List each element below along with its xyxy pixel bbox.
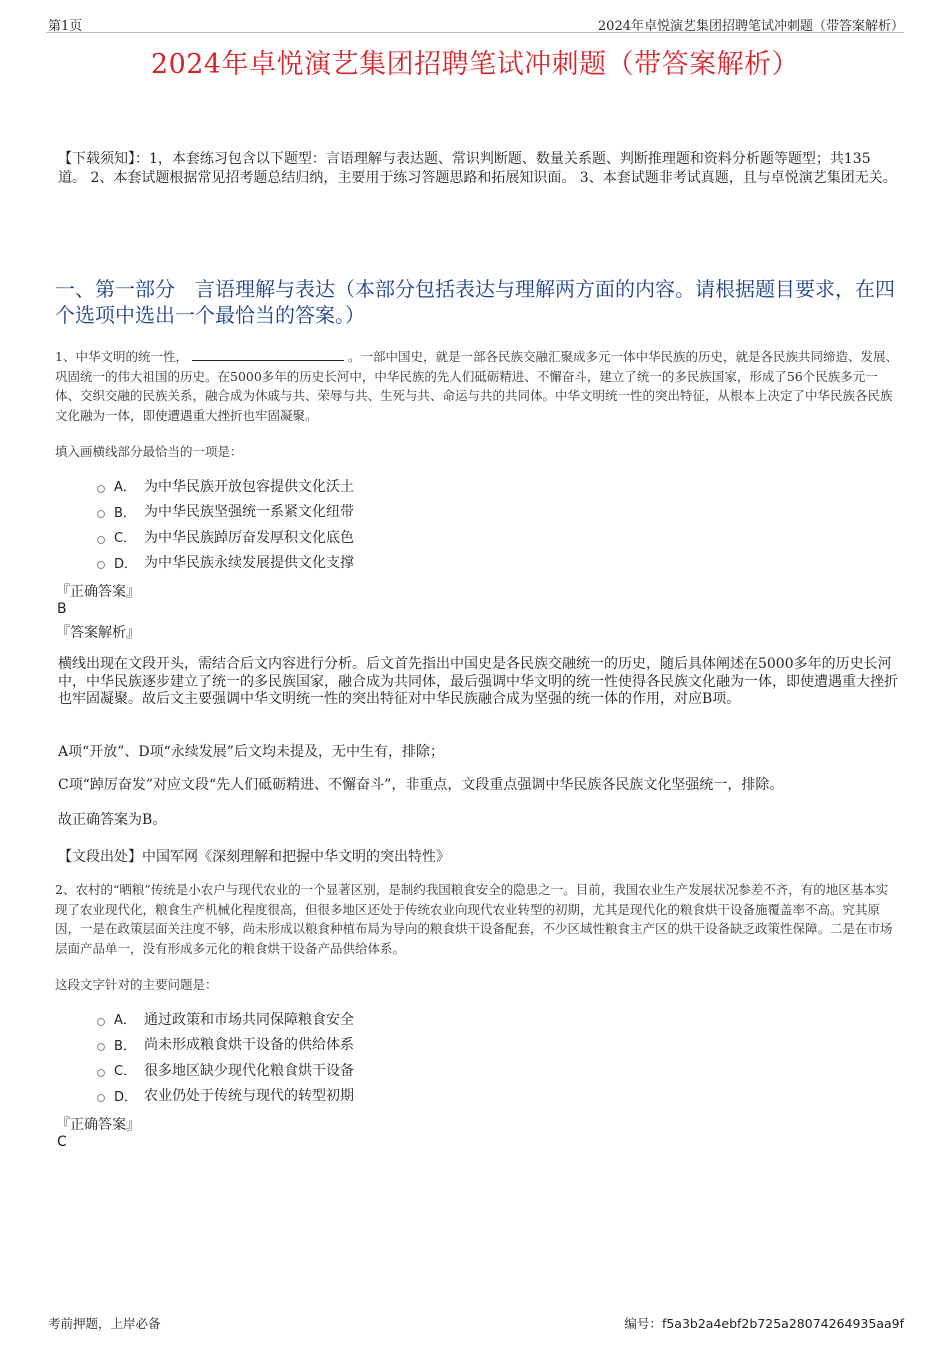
option-text: 很多地区缺少现代化粮食烘干设备 [144, 1062, 354, 1079]
footer-id-label: 编号： [624, 1316, 662, 1331]
question-2-answer: C [57, 1134, 67, 1150]
question-2-prompt: 这段文字针对的主要问题是： [55, 977, 218, 992]
radio-icon[interactable] [97, 561, 105, 569]
question-2-options [97, 1006, 354, 1108]
footer-doc-id [624, 1314, 904, 1332]
question-1-answer: B [57, 601, 67, 617]
question-1-stem-prefix: 1、中华文明的统一性， [55, 349, 188, 364]
question-2-option-b[interactable] [97, 1032, 354, 1058]
option-letter: A． [114, 1013, 136, 1029]
radio-icon[interactable] [97, 1043, 105, 1051]
question-1-stem [55, 347, 900, 425]
option-text: 为中华民族永续发展提供文化支撑 [144, 555, 354, 572]
question-1-analysis-p3: C项“踔厉奋发”对应文段“先人们砥砺精进、不懈奋斗”，非重点，文段重点强调中华民族各民族文化坚强统一，排除。 [58, 777, 784, 793]
radio-icon[interactable] [97, 485, 105, 493]
question-2-option-d[interactable] [97, 1083, 354, 1109]
option-letter: A． [114, 480, 136, 496]
page-number: 第1页 [48, 19, 83, 34]
section-heading: 一、第一部分 言语理解与表达（本部分包括表达与理解两方面的内容。请根据题目要求，在四个选项中选出一个最恰当的答案。） [55, 277, 895, 327]
question-2-option-c[interactable] [97, 1057, 354, 1083]
option-letter: C． [114, 531, 137, 547]
question-2-option-a[interactable] [97, 1006, 354, 1032]
question-1-option-a[interactable] [97, 473, 354, 499]
option-letter: C． [114, 1064, 137, 1080]
header-doc-title: 2024年卓悦演艺集团招聘笔试冲刺题（带答案解析） [597, 19, 904, 34]
question-1-option-b[interactable] [97, 499, 354, 525]
question-1-option-c[interactable] [97, 524, 354, 550]
radio-icon[interactable] [97, 1094, 105, 1102]
question-1-options [97, 473, 354, 575]
radio-icon[interactable] [97, 510, 105, 518]
question-1-prompt: 填入画横线部分最恰当的一项是： [55, 444, 243, 459]
question-1-analysis-p1: 横线出现在文段开头，需结合后文内容进行分析。后文首先指出中国史是各民族交融统一的历史，随后具体阐述在5000多年的历史长河中，中华民族逐步建立了统一的多民族国家，融合成为共同体，最后强调中华文明的统一性使得各民族文化融为一体，即使遭遇重大挫折也牢固凝聚。故后文主要强调中华文明统一性的突出特征对中华民族融合成为坚强的统一体的作用，对应B项。 [58, 656, 898, 707]
option-text: 农业仍处于传统与现代的转型初期 [144, 1088, 354, 1105]
page-title: 2024年卓悦演艺集团招聘笔试冲刺题（带答案解析） [150, 49, 800, 80]
option-text: 通过政策和市场共同保障粮食安全 [144, 1011, 354, 1028]
option-letter: B． [114, 1038, 136, 1054]
header-divider [46, 32, 904, 33]
fill-blank-line [192, 348, 344, 361]
option-text: 尚未形成粮食烘干设备的供给体系 [144, 1037, 354, 1054]
question-1-source: 【文段出处】中国军网《深刻理解和把握中华文明的突出特性》 [58, 849, 450, 865]
radio-icon[interactable] [97, 1018, 105, 1026]
option-letter: D． [114, 1089, 138, 1105]
option-text: 为中华民族踔厉奋发厚积文化底色 [144, 529, 354, 546]
radio-icon[interactable] [97, 536, 105, 544]
question-1-stem-suffix: 。一部中国史，就是一部各民族交融汇聚成多元一体中华民族的历史，就是各民族共同缔造、发展、巩固统一的伟大祖国的历史。在5000多年的历史长河中，中华民族的先人们砥砺精进、不懈奋斗，建立了统一的多民族国家，形成了56个民族多元一体、交织交融的民族关系，融合成为休戚与共、荣辱与共、生死与共、命运与共的共同体。中华文明统一性的突出特征，从根本上决定了中华民族各民族文化融为一体，即使遭遇重大挫折也牢固凝聚。 [55, 349, 898, 423]
question-1-analysis-p4: 故正确答案为B。 [58, 812, 167, 828]
radio-icon[interactable] [97, 1069, 105, 1077]
option-text: 为中华民族坚强统一系紧文化纽带 [144, 504, 354, 521]
question-1-analysis-p2: A项“开放”、D项“永续发展”后文均未提及，无中生有，排除； [58, 744, 444, 760]
download-notice: 【下载须知】：1，本套练习包含以下题型：言语理解与表达题、常识判断题、数量关系题、判断推理题和资料分析题等题型；共135道。 2、本套试题根据常见招考题总结归纳，主要用于练习答题思路和拓展知识面。 3、本套试题非考试真题，且与卓悦演艺集团无关。 [58, 151, 897, 186]
option-letter: D． [114, 556, 138, 572]
question-1-option-d[interactable] [97, 550, 354, 576]
option-text: 为中华民族开放包容提供文化沃土 [144, 478, 354, 495]
question-1-answer-label: 『正确答案』 [56, 584, 140, 600]
footer-slogan: 考前押题，上岸必备 [48, 1316, 161, 1331]
question-2-stem: 2、农村的“晒粮”传统是小农户与现代农业的一个显著区别，是制约我国粮食安全的隐患之一。目前，我国农业生产发展状况参差不齐，有的地区基本实现了农业现代化，粮食生产机械化程度很高，但很多地区还处于传统农业向现代农业转型的初期，尤其是现代化的粮食烘干设备施覆盖率不高。究其原因，一是在政策层面关注度不够，尚未形成以粮食种植布局为导向的粮食烘干设备配套，不少区域性粮食主产区的烘干设备缺乏政策性保障。二是在市场层面产品单一，没有形成多元化的粮食烘干设备产品供给体系。 [55, 882, 893, 956]
option-letter: B． [114, 505, 136, 521]
footer-id-value: f5a3b2a4ebf2b725a28074264935aa9f [661, 1316, 904, 1331]
question-2-answer-label: 『正确答案』 [56, 1117, 140, 1133]
question-1-analysis-label: 『答案解析』 [56, 625, 140, 641]
